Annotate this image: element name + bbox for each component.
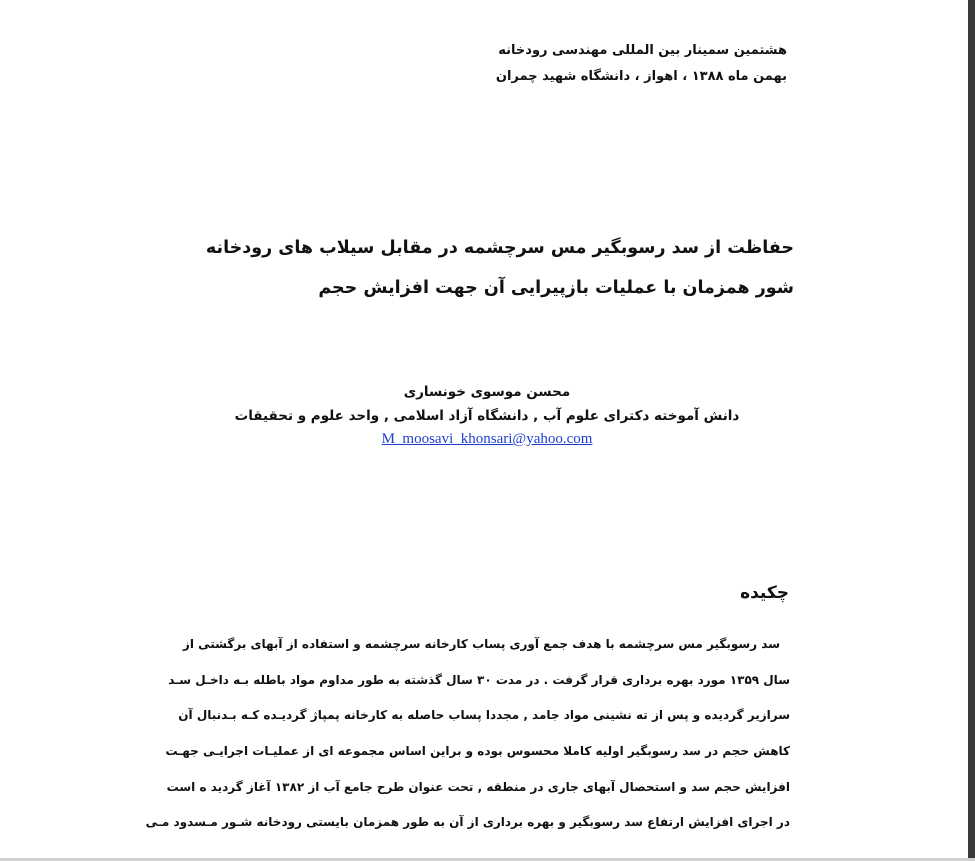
seminar-header [387,38,787,90]
paper-title-line-2: شور همزمان با عملیات بازپیرایی آن جهت افزایش حجم [318,278,794,298]
abstract-body [145,627,790,841]
abstract-line: در اجرای افزایش ارتفاع سد رسوبگیر و بهره برداری از آن به طور همزمان بایستی رودخانه شـور مـسدود مـی [145,815,790,830]
abstract-line: سال ۱۳۵۹ مورد بهره برداری قرار گرفت . در مدت ۳۰ سال گذشته به طور مداوم مواد باطله بـه داخـل سـد [168,672,790,687]
author-name: محسن موسوی خونساری [403,384,571,400]
abstract-line: سد رسوبگیر مس سرچشمه با هدف جمع آوری پساب کارخانه سرچشمه و استفاده از آبهای برگشتی از [182,637,780,651]
abstract-line: کاهش حجم در سد رسوبگیر اولیه کاملا محسوس بوده و براین اساس مجموعه ای از عملیـات اجرایـی جهـت [165,744,790,759]
author-email-link[interactable]: M_moosavi_khonsari@yahoo.com [381,431,593,447]
abstract-line: سرازیر گردیده و پس از ته نشینی مواد جامد , مجددا پساب حاصله به کارخانه پمپاژ گردیـده کـه بـدنبال آن [178,708,790,723]
paper-title-line-1: حفاظت از سد رسوبگیر مس سرچشمه در مقابل سیلاب های رودخانه [205,238,794,258]
paper-title [180,228,794,308]
abstract-line: افزایش حجم سد و استحصال آبهای جاری در منطقه , تحت عنوان طرح جامع آب از ۱۳۸۲ آغاز گردید ه است [166,779,790,794]
seminar-date-location: بهمن ماه ۱۳۸۸ ، اهواز ، دانشگاه شهید چمران [495,69,787,84]
page-right-edge [968,0,975,861]
author-block [180,380,794,449]
abstract-heading: چکیده [740,583,789,603]
seminar-title: هشتمین سمینار بین المللی مهندسی رودخانه [498,43,787,58]
author-affiliation: دانش آموخته دکترای علوم آب , دانشگاه آزاد اسلامی , واحد علوم و تحقیقات [234,408,740,424]
